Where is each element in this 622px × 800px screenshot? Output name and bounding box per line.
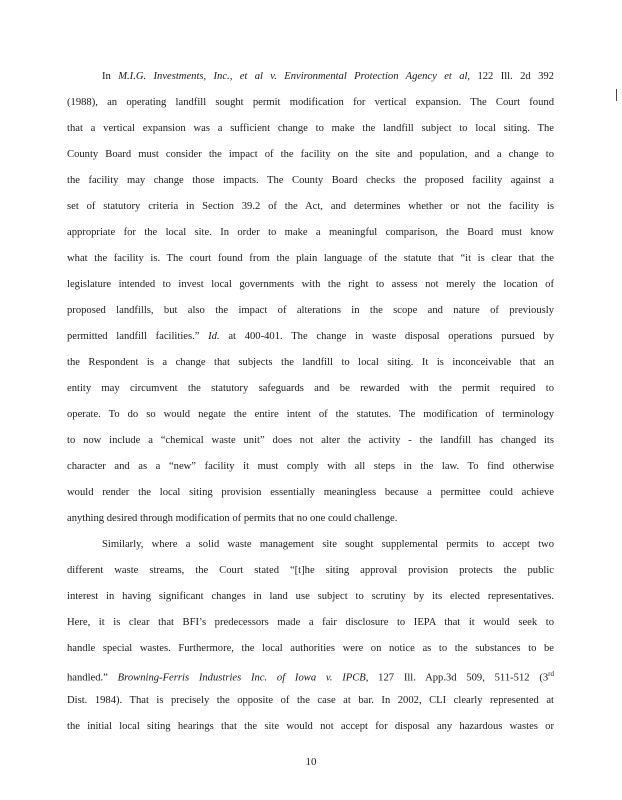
- para2-line-6: handled.” Browning-Ferris Industries Inc. of Iowa v. IPCB, 127 Ill. App.3d 509, 511-512 (3rd: [67, 670, 554, 684]
- para1-line-11: permitted landfill facilities.” Id. at 400-401. The change in waste disposal operations pursued by: [67, 331, 554, 342]
- para2-line: the initial local siting hearings that the site would not accept for disposal any hazardous wastes or: [67, 721, 554, 732]
- para1-line-1: In M.I.G. Investments, Inc., et al v. Environmental Protection Agency et al, 122 Ill. 2d 392: [102, 71, 554, 82]
- para1-line: proposed landfills, but also the impact of alterations in the scope and nature of previously: [67, 305, 554, 316]
- case-citation: M.I.G. Investments, Inc., et al v. Environmental Protection Agency et al,: [118, 71, 471, 82]
- para2-line: Dist. 1984). That is precisely the opposite of the case at bar. In 2002, CLI clearly represented at: [67, 695, 554, 706]
- margin-mark: [616, 89, 617, 101]
- para1-line: anything desired through modification of permits that no one could challenge.: [67, 513, 398, 524]
- id-citation: Id.: [208, 331, 220, 342]
- para1-line: legislature intended to invest local governments with the right to assess not merely the location of: [67, 279, 554, 290]
- para2-line: handle special wastes. Furthermore, the local authorities were on notice as to the substances to be: [67, 643, 554, 654]
- page-number: 10: [305, 756, 317, 768]
- para1-line: appropriate for the local site. In order to make a meaningful comparison, the Board must know: [67, 227, 554, 238]
- para1-line: the facility may change those impacts. The County Board checks the proposed facility against a: [67, 175, 554, 186]
- para1-line: to now include a “chemical waste unit” does not alter the activity - the landfill has changed its: [67, 435, 554, 446]
- para1-line: (1988), an operating landfill sought permit modification for vertical expansion. The Court found: [67, 97, 554, 108]
- para2-line: different waste streams, the Court stated “[t]he siting approval provision protects the public: [67, 565, 554, 576]
- para1-line: County Board must consider the impact of the facility on the site and population, and a change to: [67, 149, 554, 160]
- para1-line: that a vertical expansion was a sufficient change to make the landfill subject to local siting. The: [67, 123, 554, 134]
- para1-line: what the facility is. The court found from the plain language of the statute that “it is clear that the: [67, 253, 554, 264]
- para1-line: character and as a “new” facility it must comply with all steps in the law. To find otherwise: [67, 461, 554, 472]
- para2-line: interest in having significant changes in land use subject to scrutiny by its elected representatives.: [67, 591, 554, 602]
- para1-line: would render the local siting provision essentially meaningless because a permittee could achieve: [67, 487, 554, 498]
- para1-line: operate. To do so would negate the entire intent of the statutes. The modification of terminology: [67, 409, 554, 420]
- para1-line: entity may circumvent the statutory safeguards and be rewarded with the permit required to: [67, 383, 554, 394]
- para1-line: the Respondent is a change that subjects the landfill to local siting. It is inconceivable that an: [67, 357, 554, 368]
- para2-line-1: Similarly, where a solid waste management site sought supplemental permits to accept two: [102, 539, 554, 550]
- case-citation: Browning-Ferris Industries Inc. of Iowa v. IPCB,: [117, 672, 369, 684]
- para1-line: set of statutory criteria in Section 39.2 of the Act, and determines whether or not the facility is: [67, 201, 554, 212]
- para2-line: Here, it is clear that BFI’s predecessors made a fair disclosure to IEPA that it would seek to: [67, 617, 554, 628]
